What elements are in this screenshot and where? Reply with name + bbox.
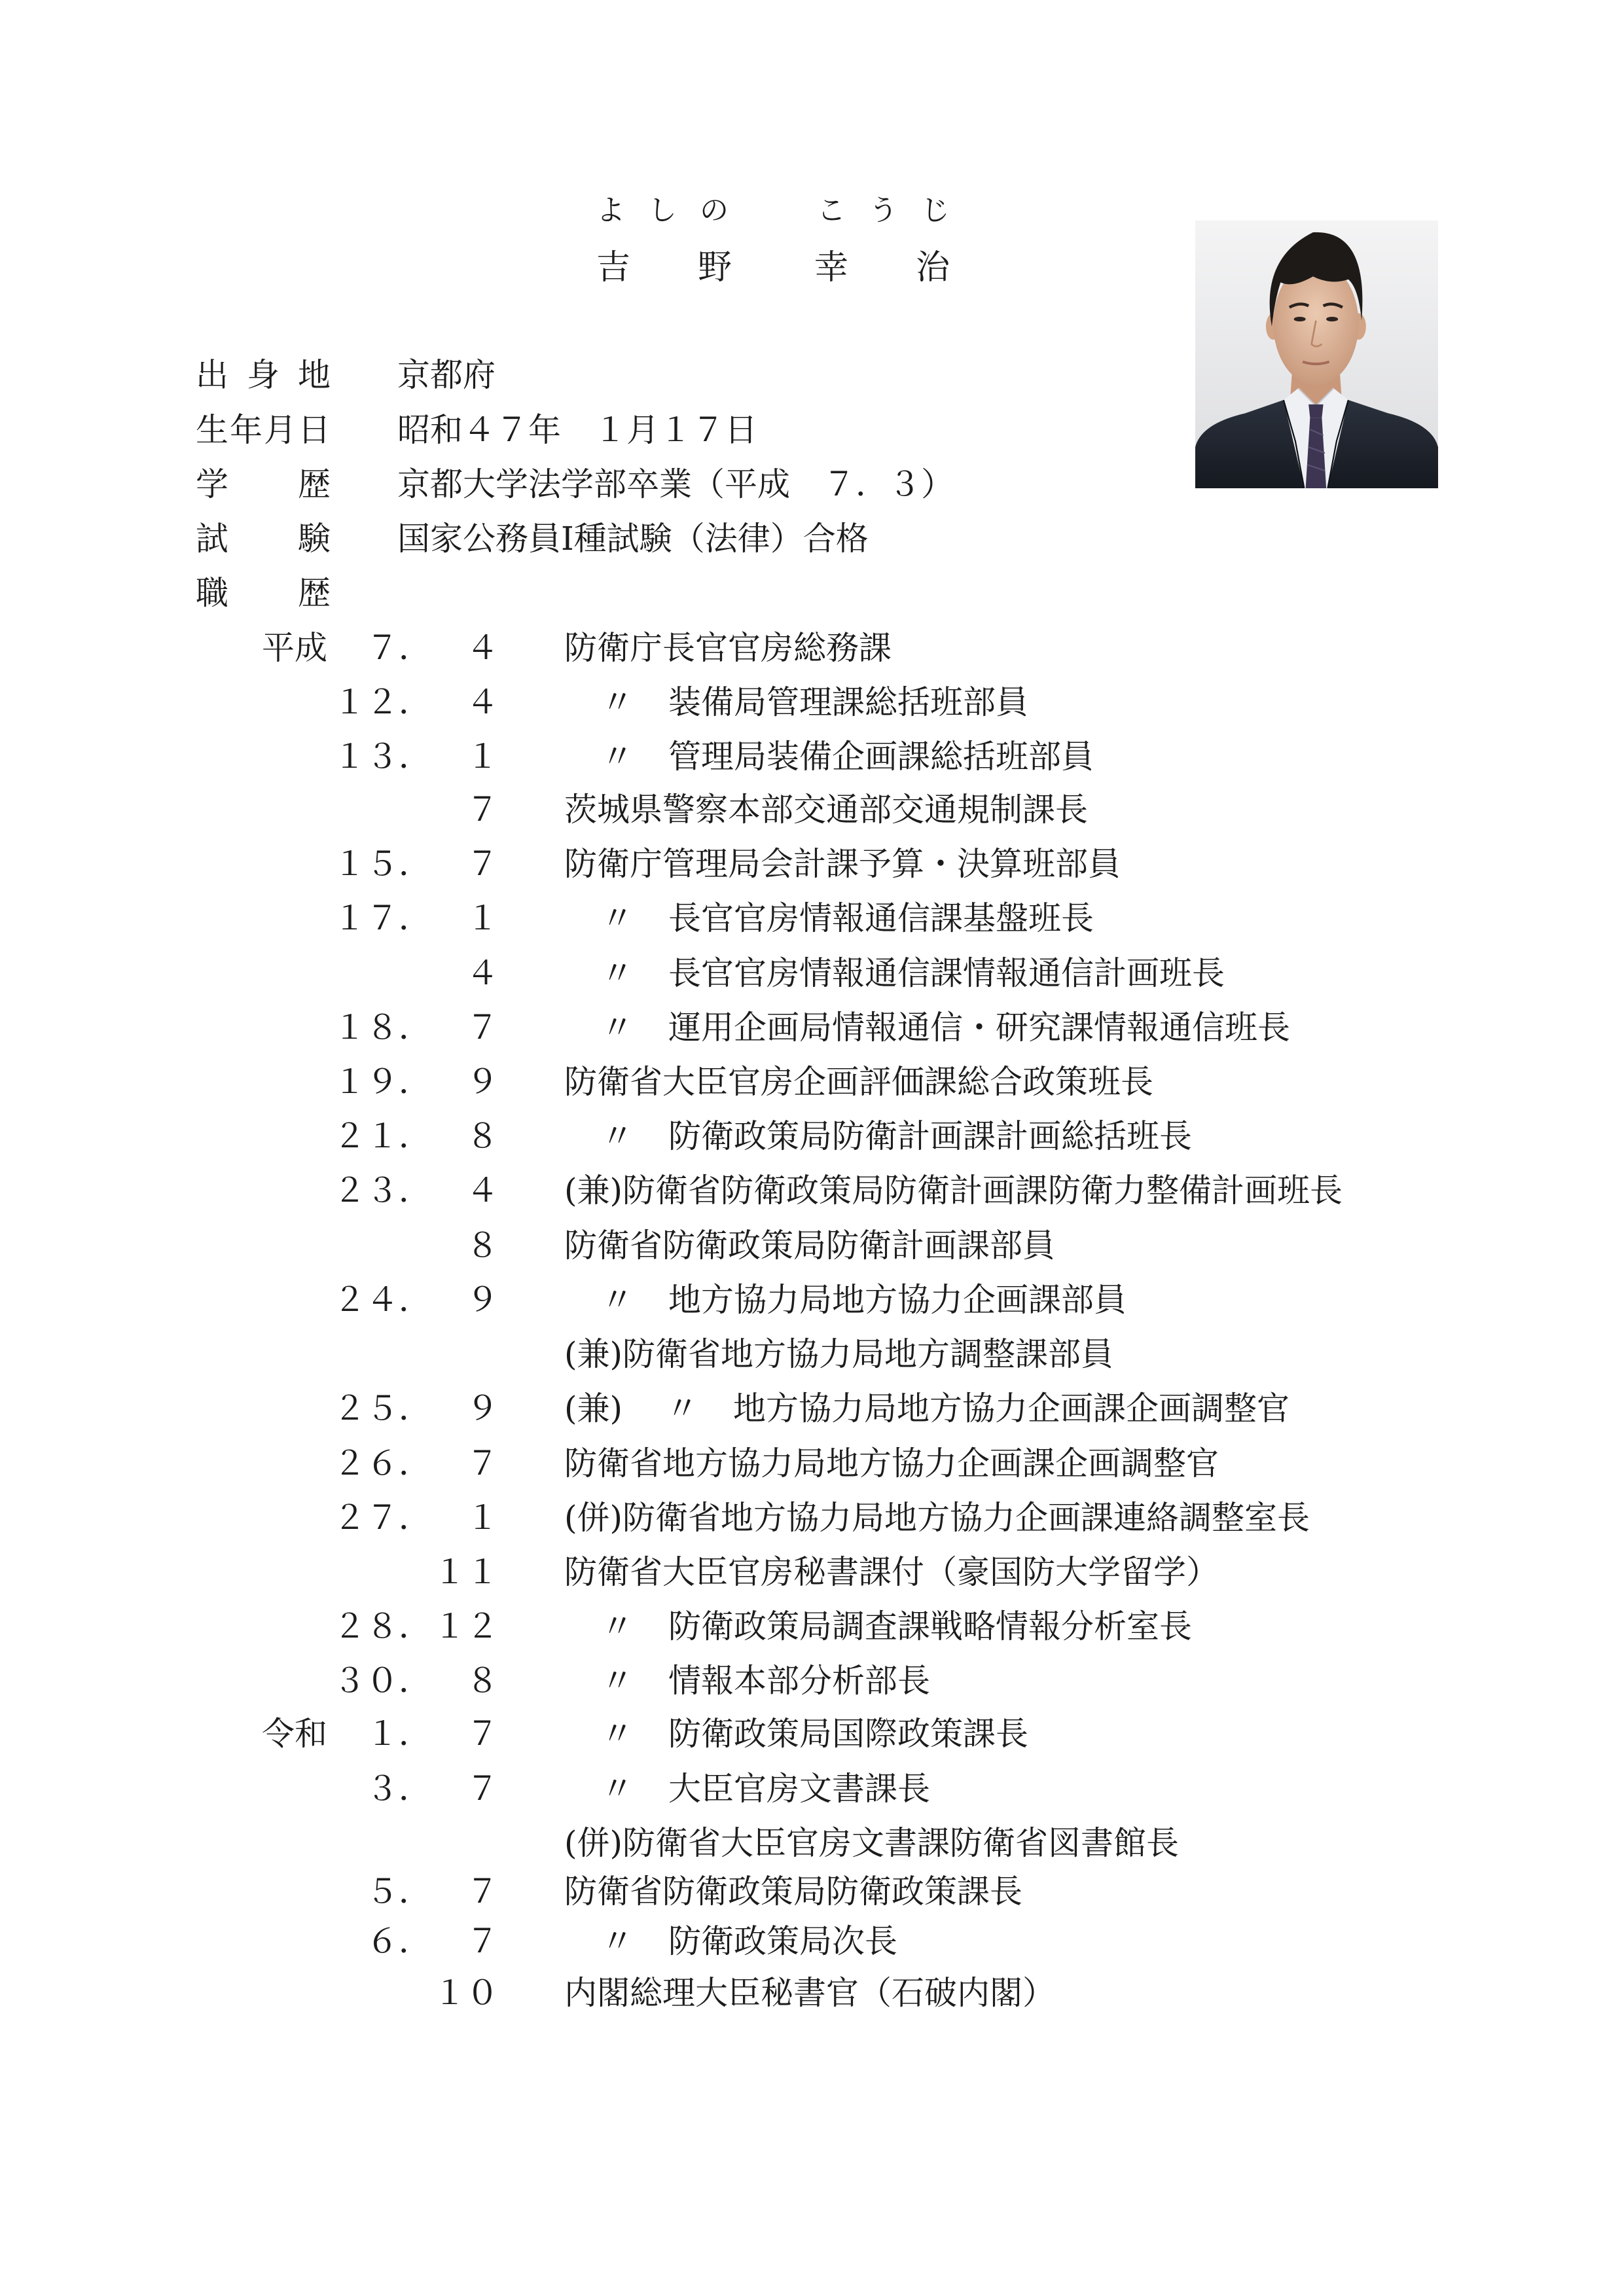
career-position: (併)防衛省地方協力局地方協力企画課連絡調整室長	[564, 1499, 1310, 1537]
career-row	[0, 844, 1624, 884]
career-year: １２．	[333, 683, 431, 721]
ditto-mark: 〃	[601, 954, 634, 992]
char: 職	[196, 574, 228, 612]
career-month: ７	[466, 791, 499, 829]
ditto-mark: 〃	[601, 1922, 634, 1960]
career-position: 防衛庁長官官房総務課	[564, 629, 892, 667]
career-month: １	[466, 899, 499, 937]
career-row	[0, 1973, 1624, 2013]
char: こ	[817, 194, 846, 227]
career-year: ２８．	[333, 1607, 431, 1645]
career-row	[0, 1922, 1624, 1961]
char: 出	[196, 356, 228, 394]
career-month: ４	[466, 683, 499, 721]
career-position: 地方協力局地方協力企画課企画調整官	[733, 1390, 1290, 1427]
career-row	[0, 1062, 1624, 1102]
char: 歴	[298, 465, 331, 503]
char: 野	[697, 248, 732, 287]
career-position: 内閣総理大臣秘書官（石破内閣）	[564, 1974, 1055, 2012]
career-year: １９．	[333, 1063, 431, 1101]
career-year: ５．	[366, 1873, 431, 1910]
career-position: 茨城県警察本部交通部交通規制課長	[564, 791, 1088, 829]
career-month: ８	[466, 1117, 499, 1155]
char: 地	[298, 356, 331, 394]
ditto-mark: 〃	[601, 1117, 634, 1155]
career-year: ３．	[366, 1770, 431, 1808]
career-row	[0, 1444, 1624, 1483]
ditto-mark: 〃	[601, 1009, 634, 1047]
career-row	[0, 1008, 1624, 1047]
career-position: (兼)防衛省地方協力局地方調整課部員	[564, 1335, 1114, 1373]
career-month: ７	[466, 1922, 499, 1960]
career-row	[0, 1823, 1624, 1863]
char: 日	[298, 411, 331, 449]
career-month: ９	[466, 1390, 499, 1427]
career-position: (併)防衛省大臣官房文書課防衛省図書館長	[564, 1824, 1180, 1862]
ditto-mark: 〃	[601, 738, 634, 776]
career-year: ２３．	[333, 1172, 431, 1210]
char: 年	[230, 411, 262, 449]
career-year: １３．	[333, 738, 431, 776]
career-position: 防衛政策局国際政策課長	[668, 1715, 1028, 1753]
career-year: ３０．	[333, 1662, 431, 1700]
char: 月	[264, 411, 297, 449]
ditto-mark: 〃	[601, 683, 634, 721]
career-row	[0, 1769, 1624, 1808]
career-position: 管理局装備企画課総括班部員	[668, 738, 1094, 776]
value-birthdate: 昭和４７年 １月１７日	[397, 411, 757, 449]
career-year: １８．	[333, 1009, 431, 1047]
career-year: １．	[366, 1715, 431, 1753]
career-year: ２５．	[333, 1390, 431, 1427]
career-month: ８	[466, 1227, 499, 1265]
career-month: ７	[466, 1715, 499, 1753]
career-row	[0, 737, 1624, 776]
career-row	[0, 1498, 1624, 1537]
char: 幸	[814, 248, 849, 287]
career-year: １５．	[333, 845, 431, 883]
career-position: 防衛省大臣官房企画評価課総合政策班長	[564, 1063, 1153, 1101]
career-month: ７	[466, 1873, 499, 1910]
career-position: 防衛省防衛政策局防衛計画課部員	[564, 1227, 1055, 1265]
career-year: ２６．	[333, 1444, 431, 1482]
career-position: 長官官房情報通信課情報通信計画班長	[668, 954, 1225, 992]
career-row	[0, 683, 1624, 722]
career-row	[0, 899, 1624, 938]
career-position: 長官官房情報通信課基盤班長	[668, 899, 1094, 937]
career-era: 平成	[262, 629, 327, 667]
career-month: １	[466, 1499, 499, 1537]
char: 試	[196, 520, 228, 558]
career-row	[0, 1389, 1624, 1428]
char: 歴	[298, 574, 331, 612]
char: 験	[298, 520, 331, 558]
career-position: 装備局管理課総括班部員	[668, 683, 1028, 721]
career-position: 情報本部分析部長	[668, 1662, 930, 1700]
career-position: 防衛政策局次長	[668, 1922, 897, 1960]
ditto-mark: 〃	[601, 1281, 634, 1319]
ditto-mark: 〃	[601, 1662, 634, 1700]
career-month: １１	[433, 1553, 499, 1591]
career-month: ７	[466, 845, 499, 883]
career-year: ２１．	[333, 1117, 431, 1155]
career-month: ８	[466, 1662, 499, 1700]
career-row	[0, 1280, 1624, 1319]
value-education: 京都大学法学部卒業（平成 ７．３）	[397, 465, 954, 503]
char: 吉	[596, 248, 631, 287]
career-position: 防衛省防衛政策局防衛政策課長	[564, 1873, 1022, 1910]
career-row	[0, 1607, 1624, 1646]
char: よ	[596, 194, 625, 227]
career-era: 令和	[262, 1715, 327, 1753]
ditto-mark: 〃	[601, 1770, 634, 1808]
career-year: １７．	[333, 899, 431, 937]
ditto-mark: 〃	[601, 1607, 634, 1645]
char: 治	[915, 248, 950, 287]
career-month: ７	[466, 1009, 499, 1047]
career-row	[0, 1714, 1624, 1753]
career-row	[0, 1171, 1624, 1210]
char: じ	[921, 194, 950, 227]
career-month: ７	[466, 1444, 499, 1482]
career-year: ７．	[366, 629, 431, 667]
career-year: ２７．	[333, 1499, 431, 1537]
value-exam: 国家公務員Ⅰ種試験（法律）合格	[397, 520, 869, 558]
career-position: 防衛庁管理局会計課予算・決算班部員	[564, 845, 1121, 883]
career-row	[0, 1872, 1624, 1911]
career-position: 地方協力局地方協力企画課部員	[668, 1281, 1127, 1319]
career-month: １２	[433, 1607, 499, 1645]
career-position: 防衛政策局防衛計画課計画総括班長	[668, 1117, 1192, 1155]
career-row	[0, 1552, 1624, 1592]
char: 身	[247, 356, 280, 394]
career-position: 運用企画局情報通信・研究課情報通信班長	[668, 1009, 1290, 1047]
career-month: ４	[466, 1172, 499, 1210]
char: 学	[196, 465, 228, 503]
career-position: 防衛省大臣官房秘書課付（豪国防大学留学）	[564, 1553, 1219, 1591]
career-row	[0, 790, 1624, 829]
char: し	[648, 194, 677, 227]
career-month: ７	[466, 1770, 499, 1808]
career-row	[0, 628, 1624, 668]
career-row	[0, 1335, 1624, 1374]
ditto-mark: 〃	[666, 1390, 698, 1427]
career-month: １	[466, 738, 499, 776]
char: 生	[196, 411, 228, 449]
career-row	[0, 1117, 1624, 1156]
career-year: ２４．	[333, 1281, 431, 1319]
char: の	[700, 194, 729, 227]
career-month: ４	[466, 954, 499, 992]
ditto-mark: 〃	[601, 899, 634, 937]
career-month: １０	[433, 1974, 499, 2012]
career-month: ４	[466, 629, 499, 667]
career-position: 防衛省地方協力局地方協力企画課企画調整官	[564, 1444, 1219, 1482]
career-row	[0, 1226, 1624, 1265]
career-row	[0, 1661, 1624, 1700]
career-month: ９	[466, 1281, 499, 1319]
career-month: ９	[466, 1063, 499, 1101]
career-position: (兼)防衛省防衛政策局防衛計画課防衛力整備計画班長	[564, 1172, 1343, 1210]
char: う	[869, 194, 898, 227]
ditto-mark: 〃	[601, 1715, 634, 1753]
career-position: 防衛政策局調査課戦略情報分析室長	[668, 1607, 1192, 1645]
career-position: 大臣官房文書課長	[668, 1770, 930, 1808]
value-birthplace: 京都府	[397, 356, 496, 394]
career-prefix: (兼)	[564, 1390, 623, 1427]
career-row	[0, 954, 1624, 993]
career-year: ６．	[366, 1922, 431, 1960]
